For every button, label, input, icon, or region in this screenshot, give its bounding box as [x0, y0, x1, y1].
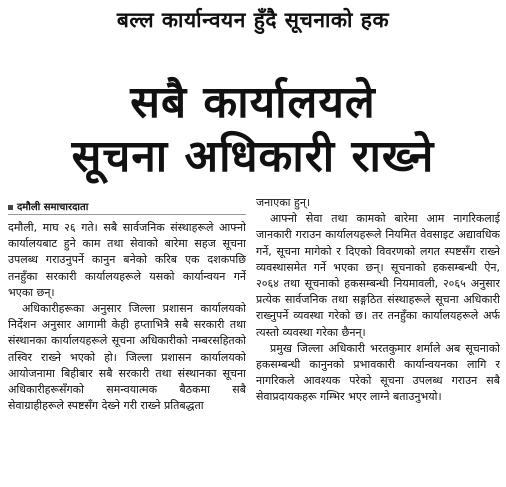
kicker-headline: बल्ल कार्यान्वयन हुँदै सूचनाको हक [116, 8, 390, 32]
square-bullet-icon [8, 205, 13, 210]
byline-text: दमौली समाचारदाता [17, 202, 89, 213]
byline-divider [8, 214, 246, 215]
paragraph: प्रमुख जिल्ला अधिकारी भरतकुमार शर्माले अब सूचनाको हकसम्बन्धी कानुनको प्रभावकारी कार्यान्वयनका लागि र नागरिकले आवश्यक परेको सूचना उपलब्ध गराउन सबै सेवाप्रदायकहरू गम्भिर भएर लाग्ने बताउनुभयो। [256, 341, 500, 404]
paragraph-dateline: दमौली, माघ २६ गते। सबै सार्वजनिक संस्थाहरूले आफ्नो कार्यालयबाट हुने काम तथा सेवाको बारेमा सहज सूचना उपलब्ध गराउनुपर्ने कानुन बनेको करिब एक दशकपछि तनहुँका सरकारी कार्यालयहरूले यसको कार्यान्वयन गर्ने भएका छन्। [8, 221, 246, 299]
main-headline-line-1: सबै कार्यालयले [130, 77, 376, 128]
article-column-right [256, 195, 500, 483]
paragraph-continuation: जनाएका हुन्। [256, 196, 311, 209]
byline [8, 199, 246, 213]
article-column-left [8, 220, 246, 482]
paragraph: अधिकारीहरूका अनुसार जिल्ला प्रशासन कार्यालयको निर्देशन अनुसार आगामी केही हप्ताभित्रै सबै सरकारी तथा संस्थानका कार्यालयहरूले सूचना अधिकारीको नम्बरसहितको तस्विर राख्ने भएको हो। जिल्ला प्रशासन कार्यालयको आयोजनामा बिहीबार सबै सरकारी तथा संस्थानका सूचना अधिकारीहरूसँगको समन्वयात्मक बैठकमा सबै सेवाग्राहीहरूले स्पष्टसँग देख्ने गरी राख्ने प्रतिबद्धता [8, 302, 246, 413]
paragraph: आफ्नो सेवा तथा कामको बारेमा आम नागरिकलाई जानकारी गराउन कार्यालयहरूले नियमित वेवसाइट अद्यावधिक गर्ने, सूचना मागेको र दिएको विवरणको लगत स्पष्टसँग राख्ने व्यवस्थासमेत गर्ने भएका छन्। सूचनाको हकसम्बन्धी ऐन, २०६४ तथा सूचनाको हकसम्बन्धी नियमावली, २०६५ अनुसार प्रत्येक सार्वजनिक तथा सङ्गठित संस्थाहरूले सूचना अधिकारी राख्नुपर्ने व्यवस्था गरेको छ। तर तनहुँका कार्यालयहरूले अर्फ त्यस्तो व्यवस्था गरेका छैनन्। [256, 212, 500, 339]
main-headline-line-2: सूचना अधिकारी राख्ने [71, 131, 435, 182]
